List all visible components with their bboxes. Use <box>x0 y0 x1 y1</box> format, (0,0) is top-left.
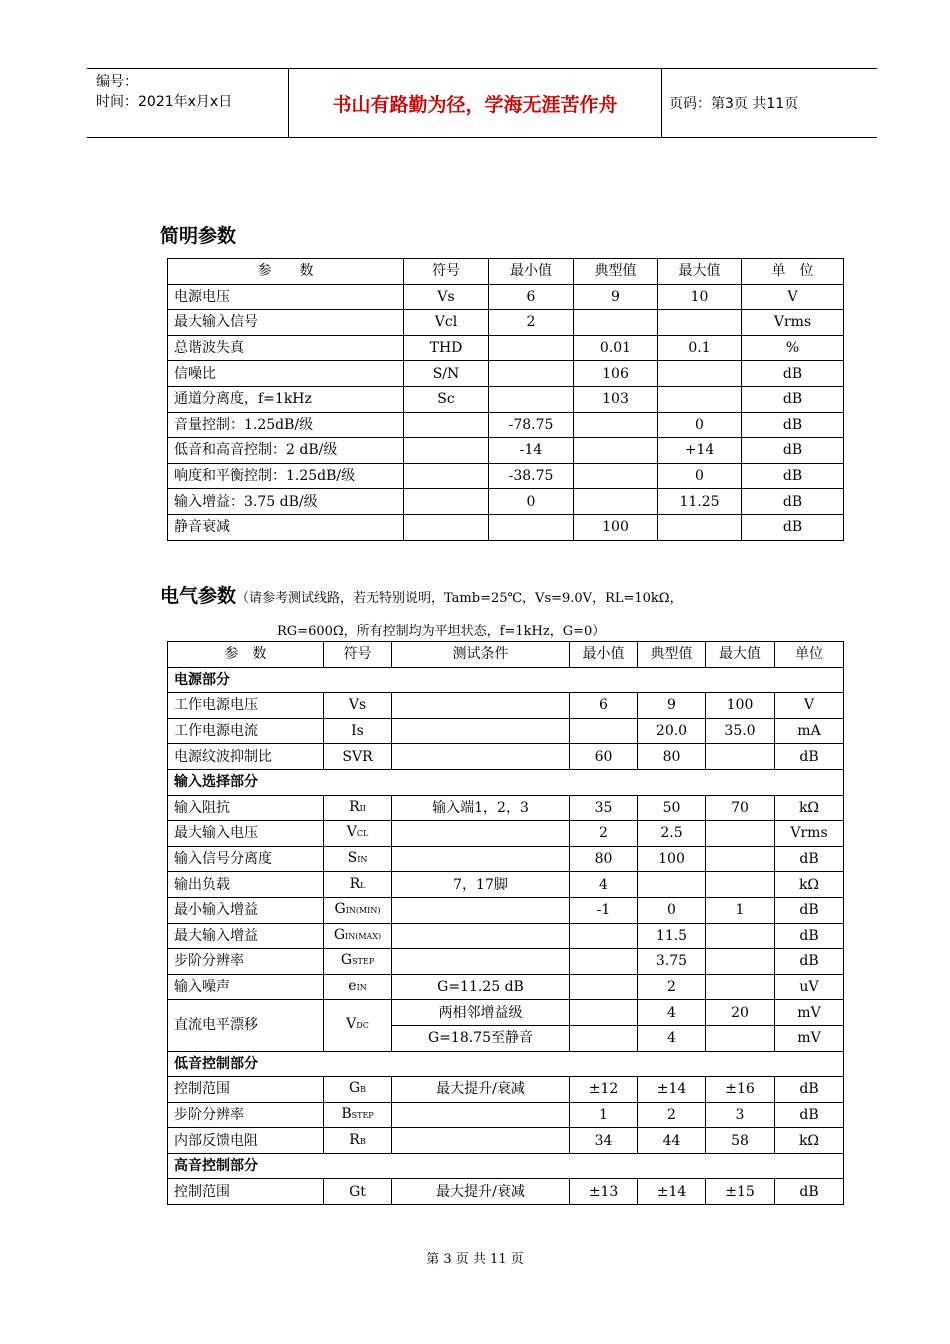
symbol-subscript: IN <box>356 983 367 993</box>
symbol-subscript: STEP <box>351 1110 374 1120</box>
table-cell: 低音和高音控制：2 dB/级 <box>168 438 404 464</box>
table-row <box>168 361 844 387</box>
group-label: 高音控制部分 <box>168 1153 844 1179</box>
table-cell: 最大输入电压 <box>168 821 324 847</box>
table-cell <box>392 1128 570 1154</box>
table-cell: 步阶分辨率 <box>168 949 324 975</box>
table-cell: dB <box>742 386 844 412</box>
table-cell: mV <box>775 1000 844 1026</box>
table-cell: 20.0 <box>638 718 706 744</box>
section2-note: （请参考测试线路，若无特别说明，Tamb=25℃，Vs=9.0V，RL=10kΩ， <box>236 591 683 606</box>
table-cell: Vs <box>324 693 392 719</box>
symbol-cell: VCL <box>324 821 392 847</box>
table-cell: 11.5 <box>638 923 706 949</box>
number-label: 编号： <box>96 74 138 90</box>
table-cell: V <box>775 693 844 719</box>
column-header: 单 位 <box>742 259 844 285</box>
table-cell <box>574 463 658 489</box>
group-row <box>168 1051 844 1077</box>
symbol-cell: eIN <box>324 974 392 1000</box>
table-cell <box>638 872 706 898</box>
table-cell: 70 <box>706 795 775 821</box>
table-cell: 输入增益：3.75 dB/级 <box>168 489 404 515</box>
table-cell <box>404 412 489 438</box>
table-cell: 控制范围 <box>168 1077 324 1103</box>
header-row <box>168 642 844 668</box>
table-cell: 20 <box>706 1000 775 1026</box>
table-cell: Is <box>324 718 392 744</box>
table-cell: 35.0 <box>706 718 775 744</box>
table-row <box>168 438 844 464</box>
table-cell <box>404 463 489 489</box>
table-cell: 3 <box>706 1102 775 1128</box>
table-cell: 2 <box>570 821 638 847</box>
symbol-subscript: CL <box>356 829 369 839</box>
symbol-subscript: IN(MIN) <box>345 906 381 916</box>
table-cell: ±15 <box>706 1179 775 1205</box>
table-row <box>168 1000 844 1026</box>
table-cell <box>404 489 489 515</box>
table-row <box>168 386 844 412</box>
table-cell: 0 <box>658 463 742 489</box>
table-cell: dB <box>742 514 844 540</box>
column-header: 典型值 <box>638 642 706 668</box>
header-motto: 书山有路勤为径，学海无涯苦作舟 <box>289 69 662 137</box>
section2-note-cont: RG=600Ω，所有控制均为平坦状态，f=1kHz，G=0） <box>277 624 606 639</box>
table-row <box>168 1077 844 1103</box>
table-cell: 100 <box>574 514 658 540</box>
table-cell: ±12 <box>570 1077 638 1103</box>
table-cell: 4 <box>570 872 638 898</box>
table-cell: 0.1 <box>658 335 742 361</box>
table-cell: 电源电压 <box>168 284 404 310</box>
table-cell <box>392 1102 570 1128</box>
table-cell: mV <box>775 1025 844 1051</box>
page-header <box>87 68 877 138</box>
table-cell <box>392 744 570 770</box>
symbol-subscript: B <box>359 1136 366 1146</box>
table-row <box>168 923 844 949</box>
table-cell: 2.5 <box>638 821 706 847</box>
table-cell <box>706 821 775 847</box>
table-cell: 60 <box>570 744 638 770</box>
table-cell: SVR <box>324 744 392 770</box>
symbol-subscript: B <box>360 1085 367 1095</box>
table-cell: 输入噪声 <box>168 974 324 1000</box>
symbol-cell: RL <box>324 872 392 898</box>
table-cell: 音量控制：1.25dB/级 <box>168 412 404 438</box>
symbol-subscript: IN(MAX) <box>345 931 382 941</box>
table-cell: 106 <box>574 361 658 387</box>
table-cell: dB <box>742 438 844 464</box>
table-row <box>168 974 844 1000</box>
table-row <box>168 310 844 336</box>
table-cell: 10 <box>658 284 742 310</box>
table-cell: V <box>742 284 844 310</box>
table-cell <box>658 514 742 540</box>
table-cell: 11.25 <box>658 489 742 515</box>
table-cell: 总谐波失真 <box>168 335 404 361</box>
table-cell <box>392 897 570 923</box>
table-cell <box>570 718 638 744</box>
table-cell: 80 <box>570 846 638 872</box>
page-footer: 第 3 页 共 11 页 <box>426 1252 524 1267</box>
table-cell: -78.75 <box>489 412 574 438</box>
table-row <box>168 489 844 515</box>
table-cell: 控制范围 <box>168 1179 324 1205</box>
table-cell: 44 <box>638 1128 706 1154</box>
table-cell <box>489 335 574 361</box>
table-cell: 9 <box>574 284 658 310</box>
table-cell: dB <box>775 949 844 975</box>
table-cell: 输出负载 <box>168 872 324 898</box>
table-cell: 100 <box>638 846 706 872</box>
table-cell: dB <box>775 1179 844 1205</box>
table-cell <box>570 1025 638 1051</box>
table-row <box>168 1102 844 1128</box>
table-cell <box>706 846 775 872</box>
group-label: 低音控制部分 <box>168 1051 844 1077</box>
table-cell <box>392 821 570 847</box>
group-label: 电源部分 <box>168 667 844 693</box>
symbol-cell: GIN(MAX) <box>324 923 392 949</box>
table-cell <box>706 923 775 949</box>
table-cell <box>706 1025 775 1051</box>
table-cell: 最大输入增益 <box>168 923 324 949</box>
table-cell: 0.01 <box>574 335 658 361</box>
table-cell: dB <box>742 463 844 489</box>
table-cell <box>706 974 775 1000</box>
table-cell: 最大输入信号 <box>168 310 404 336</box>
header-page-label: 页码：第3页 共11页 <box>669 96 799 112</box>
section2-title-block <box>160 581 683 608</box>
table-row <box>168 412 844 438</box>
symbol-cell: RB <box>324 1128 392 1154</box>
table-cell: 工作电源电压 <box>168 693 324 719</box>
table-cell: 输入阻抗 <box>168 795 324 821</box>
table-cell: 6 <box>489 284 574 310</box>
table-cell: 输入信号分离度 <box>168 846 324 872</box>
table-cell: 通道分离度，f=1kHz <box>168 386 404 412</box>
table-row <box>168 1179 844 1205</box>
table-cell: kΩ <box>775 872 844 898</box>
table-cell <box>392 846 570 872</box>
table-cell: G=11.25 dB <box>392 974 570 1000</box>
table-cell: % <box>742 335 844 361</box>
table-cell: G=18.75至静音 <box>392 1025 570 1051</box>
table-cell: 6 <box>570 693 638 719</box>
column-header: 单位 <box>775 642 844 668</box>
table-cell: 0 <box>658 412 742 438</box>
table-row <box>168 744 844 770</box>
table-row <box>168 335 844 361</box>
symbol-cell: Gt <box>324 1179 392 1205</box>
table-cell: dB <box>775 846 844 872</box>
time-label: 时间：2021年x月x日 <box>96 94 233 110</box>
table-cell <box>489 361 574 387</box>
table-cell: dB <box>775 923 844 949</box>
table-cell <box>574 438 658 464</box>
table-cell: Vs <box>404 284 489 310</box>
table-cell <box>392 923 570 949</box>
table-cell: 2 <box>638 1102 706 1128</box>
table-row <box>168 718 844 744</box>
table-cell: 4 <box>638 1025 706 1051</box>
table-cell: -38.75 <box>489 463 574 489</box>
table-cell: 80 <box>638 744 706 770</box>
table-cell: 50 <box>638 795 706 821</box>
table-cell: 输入端1，2，3 <box>392 795 570 821</box>
table-cell: 步阶分辨率 <box>168 1102 324 1128</box>
group-row <box>168 769 844 795</box>
table-row <box>168 463 844 489</box>
table-row <box>168 872 844 898</box>
table-cell <box>706 744 775 770</box>
table-cell: 2 <box>638 974 706 1000</box>
table-cell: dB <box>742 361 844 387</box>
table-cell <box>392 949 570 975</box>
table-cell <box>404 438 489 464</box>
electrical-params-table <box>167 641 844 1205</box>
table-cell: 最大提升/衰减 <box>392 1179 570 1205</box>
column-header: 参 数 <box>168 642 324 668</box>
table-cell: 信噪比 <box>168 361 404 387</box>
table-row <box>168 514 844 540</box>
table-cell: kΩ <box>775 1128 844 1154</box>
table-cell: 34 <box>570 1128 638 1154</box>
table-cell: Vrms <box>775 821 844 847</box>
table-cell: THD <box>404 335 489 361</box>
table-cell: dB <box>775 897 844 923</box>
column-header: 最小值 <box>570 642 638 668</box>
table-cell: 100 <box>706 693 775 719</box>
table-cell: 1 <box>570 1102 638 1128</box>
table-cell: 9 <box>638 693 706 719</box>
table-cell: ±16 <box>706 1077 775 1103</box>
table-cell <box>574 412 658 438</box>
table-row <box>168 284 844 310</box>
symbol-cell: RII <box>324 795 392 821</box>
table-cell <box>574 310 658 336</box>
table-cell: ±14 <box>638 1179 706 1205</box>
table-cell: 最小输入增益 <box>168 897 324 923</box>
table-cell <box>706 949 775 975</box>
table-cell: 响度和平衡控制：1.25dB/级 <box>168 463 404 489</box>
column-header: 符号 <box>324 642 392 668</box>
symbol-subscript: DC <box>356 1021 369 1031</box>
table-cell: mA <box>775 718 844 744</box>
column-header: 典型值 <box>574 259 658 285</box>
symbol-cell: GB <box>324 1077 392 1103</box>
table-cell: kΩ <box>775 795 844 821</box>
table-cell: 58 <box>706 1128 775 1154</box>
table-cell: dB <box>775 1102 844 1128</box>
symbol-cell: VDC <box>324 1000 392 1051</box>
brief-params-table <box>167 258 844 541</box>
table-cell <box>489 386 574 412</box>
table-cell <box>392 718 570 744</box>
column-header: 测试条件 <box>392 642 570 668</box>
header-row <box>168 259 844 285</box>
symbol-subscript: STEP <box>352 957 375 967</box>
table-cell <box>570 1000 638 1026</box>
table-cell: 电源纹波抑制比 <box>168 744 324 770</box>
table-cell: -14 <box>489 438 574 464</box>
table-cell <box>706 872 775 898</box>
table-cell <box>658 386 742 412</box>
table-cell <box>392 693 570 719</box>
table-cell: 3.75 <box>638 949 706 975</box>
column-header: 最小值 <box>489 259 574 285</box>
table-cell: 35 <box>570 795 638 821</box>
group-row <box>168 667 844 693</box>
table-cell: 0 <box>638 897 706 923</box>
table-cell <box>489 514 574 540</box>
table-cell: dB <box>775 744 844 770</box>
table-cell: Vrms <box>742 310 844 336</box>
section2-title: 电气参数 <box>160 585 237 607</box>
table-row <box>168 897 844 923</box>
table-cell: 0 <box>489 489 574 515</box>
table-cell <box>574 489 658 515</box>
table-cell <box>658 310 742 336</box>
table-cell: Sc <box>404 386 489 412</box>
symbol-subscript: L <box>360 880 366 890</box>
table-row <box>168 1128 844 1154</box>
symbol-cell: GIN(MIN) <box>324 897 392 923</box>
table-cell: ±14 <box>638 1077 706 1103</box>
table-row <box>168 949 844 975</box>
table-cell: 静音衰减 <box>168 514 404 540</box>
table-cell: 2 <box>489 310 574 336</box>
group-label: 输入选择部分 <box>168 769 844 795</box>
table-cell: dB <box>742 412 844 438</box>
section1-title: 简明参数 <box>160 225 237 247</box>
table-row <box>168 693 844 719</box>
table-cell: S/N <box>404 361 489 387</box>
table-cell: +14 <box>658 438 742 464</box>
symbol-cell: GSTEP <box>324 949 392 975</box>
symbol-cell: SIN <box>324 846 392 872</box>
table-cell: ±13 <box>570 1179 638 1205</box>
table-cell <box>570 949 638 975</box>
table-cell: 两相邻增益级 <box>392 1000 570 1026</box>
header-info-cell <box>87 69 289 137</box>
table-cell: 4 <box>638 1000 706 1026</box>
table-cell <box>570 974 638 1000</box>
table-cell: 103 <box>574 386 658 412</box>
column-header: 符号 <box>404 259 489 285</box>
symbol-cell: BSTEP <box>324 1102 392 1128</box>
group-row <box>168 1153 844 1179</box>
table-cell: 直流电平漂移 <box>168 1000 324 1051</box>
table-cell: dB <box>775 1077 844 1103</box>
table-cell: dB <box>742 489 844 515</box>
table-cell: 7，17脚 <box>392 872 570 898</box>
table-cell: uV <box>775 974 844 1000</box>
column-header: 最大值 <box>658 259 742 285</box>
table-cell <box>570 923 638 949</box>
table-cell: 内部反馈电阻 <box>168 1128 324 1154</box>
table-row <box>168 846 844 872</box>
table-row <box>168 795 844 821</box>
symbol-subscript: II <box>359 803 366 813</box>
table-row <box>168 821 844 847</box>
column-header: 最大值 <box>706 642 775 668</box>
table-cell: -1 <box>570 897 638 923</box>
table-cell: Vcl <box>404 310 489 336</box>
table-cell <box>658 361 742 387</box>
table-cell: 工作电源电流 <box>168 718 324 744</box>
table-cell: 最大提升/衰减 <box>392 1077 570 1103</box>
column-header: 参 数 <box>168 259 404 285</box>
table-cell <box>404 514 489 540</box>
symbol-subscript: IN <box>357 855 368 865</box>
table-cell: 1 <box>706 897 775 923</box>
